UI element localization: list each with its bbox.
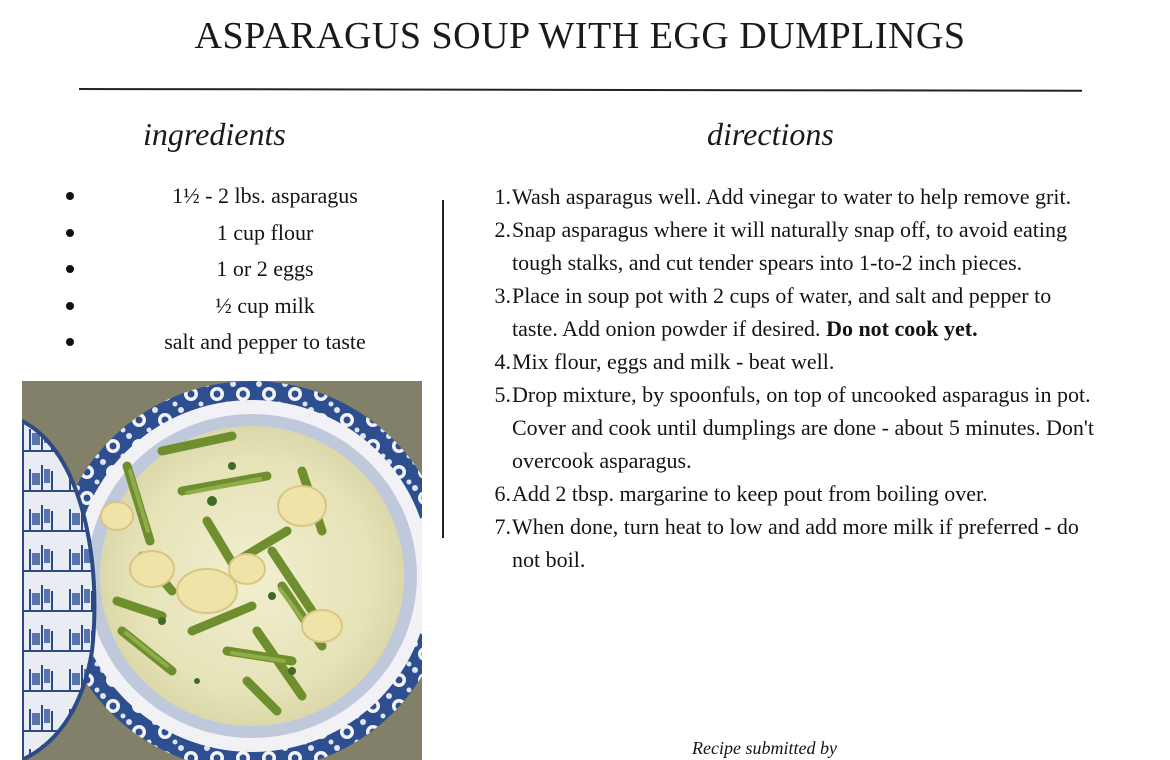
step-number: 4.: [494, 349, 511, 374]
directions-heading: directions: [707, 116, 834, 152]
step-text: Snap asparagus where it will naturally snap off, to avoid eating tough stalks, and cut tender spears into 1-to-2 inch pieces.: [512, 217, 1067, 275]
step-warning: Do not cook yet.: [826, 316, 978, 341]
ingredients-list: [60, 180, 430, 363]
direction-step: [487, 510, 1097, 576]
step-text: When done, turn heat to low and add more milk if preferred - do not boil.: [512, 514, 1079, 572]
step-text: Mix flour, eggs and milk - beat well.: [512, 349, 835, 374]
ingredient-text: 1½ - 2 lbs. asparagus: [172, 183, 358, 208]
step-number: 7.: [494, 514, 511, 539]
ingredient-item: [60, 326, 430, 363]
bullet-icon: [66, 302, 74, 310]
ingredient-text: ½ cup milk: [215, 292, 315, 318]
step-number: 6.: [494, 481, 511, 506]
step-text-wrapper: [511, 279, 1097, 345]
ingredient-item: [60, 180, 430, 217]
direction-step: [487, 477, 1097, 510]
recipe-footer: Recipe submitted by: [692, 738, 837, 758]
recipe-title: ASPARAGUS SOUP WITH EGG DUMPLINGS: [194, 15, 966, 57]
title-divider: [79, 88, 1082, 92]
step-text: Add 2 tbsp. margarine to keep pout from boiling over.: [512, 481, 988, 506]
ingredient-item: [60, 290, 430, 327]
ingredient-text: salt and pepper to taste: [164, 329, 366, 355]
step-number: 1.: [494, 184, 511, 209]
ingredient-item: [60, 253, 430, 290]
ingredient-item: [60, 217, 430, 254]
step-text: Place in soup pot with 2 cups of water, and salt and pepper to taste. Add onion powder if desired.: [512, 283, 1052, 341]
ingredients-heading: ingredients: [143, 116, 286, 152]
bullet-icon: [66, 192, 74, 200]
direction-step: [487, 213, 1097, 279]
column-divider: [442, 200, 444, 538]
direction-step: [487, 378, 1097, 477]
ingredient-text: 1 cup flour: [216, 219, 314, 245]
step-text: Drop mixture, by spoonfuls, on top of uncooked asparagus in pot. Cover and cook until dumplings are done - about 5 minutes. Don't overcook asparagus.: [512, 382, 1094, 473]
soup-photo: [22, 381, 422, 760]
direction-step: [487, 279, 1097, 345]
step-number: 2.: [494, 217, 511, 242]
step-text: Wash asparagus well. Add vinegar to water to help remove grit.: [512, 184, 1072, 209]
direction-step: [487, 180, 1097, 213]
direction-step: [487, 345, 1097, 378]
step-number: 3.: [494, 283, 511, 308]
directions-list: [487, 180, 1097, 576]
ingredient-text: 1 or 2 eggs: [216, 256, 314, 282]
bullet-icon: [66, 229, 74, 237]
step-number: 5.: [494, 382, 511, 407]
